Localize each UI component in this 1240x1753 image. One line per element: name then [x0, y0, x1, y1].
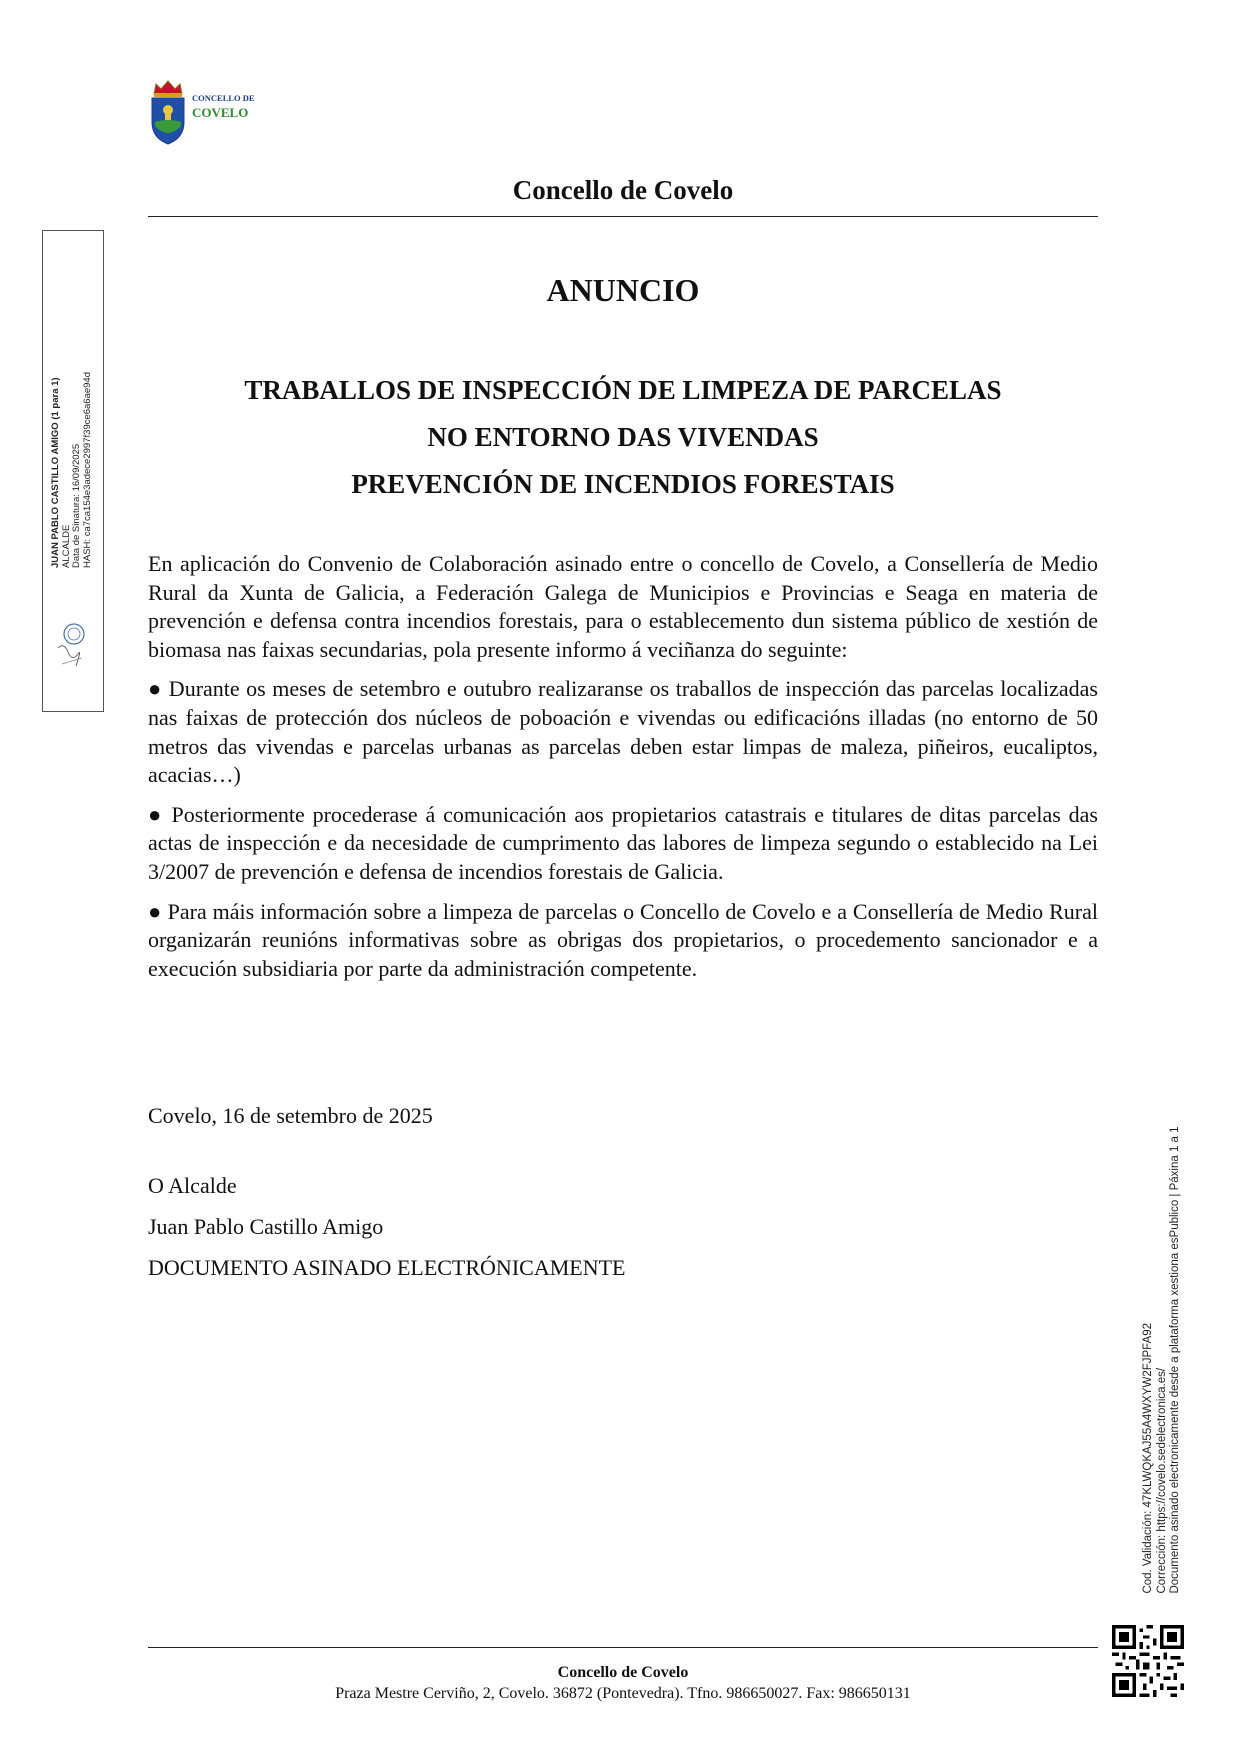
concello-logo: [148, 78, 268, 148]
signature-block: [148, 1102, 625, 1295]
footer-address: Praza Mestre Cerviño, 2, Covelo. 36872 (Pontevedra). Tfno. 986650027. Fax: 986650131: [335, 1685, 911, 1702]
logo-text: [192, 94, 255, 119]
validation-info: Documento asinado electronicamente desde a plataforma xestiona esPublico | Páxina 1 a 1: [1168, 1126, 1181, 1594]
subtitle-line-1: TRABALLOS DE INSPECCIÓN DE LIMPEZA DE PARCELAS: [244, 375, 1002, 405]
stamp-signer-name: JUAN PABLO CASTILLO AMIGO (1 para 1): [50, 377, 61, 568]
page-header-org: Concello de Covelo: [512, 175, 734, 205]
stamp-sign-date: Data de Sinatura: 16/09/2025: [71, 443, 82, 568]
subtitle-line-2: NO ENTORNO DAS VIVENDAS: [427, 422, 819, 452]
bullet-paragraph: ● Para máis información sobre a limpeza de parcelas o Concello de Covelo e a Consellería de Medio Rural organizarán reunións informativas sobre as obrigas dos propietarios, o procedemento sancionador e a execución subsidiaria por parte da administración competente.: [148, 898, 1098, 981]
bullet-paragraph: ● Durante os meses de setembro e outubro realizaranse os traballos de inspección das parcelas localizadas nas faixas de protección dos núcleos de poboación e vivendas ou edificacións illadas (no entorno de 50 metros das vivendas e parcelas urbanas as parcelas deben estar limpas de maleza, piñeiros, eucaliptos, acacias…): [148, 676, 1098, 788]
footer-rule: [148, 1647, 1098, 1648]
footer-org: Concello de Covelo: [557, 1664, 689, 1681]
intro-paragraph: En aplicación do Convenio de Colaboración asinado entre o concello de Covelo, a Consellería de Medio Rural da Xunta de Galicia, a Federación Galega de Municipios e Provincias e Seaga en materia de prevención e defensa contra incendios forestais, para o establecemento dun sistema público de xestión de biomasa nas faixas secundarias, pola presente informo á veciñanza do seguinte:: [148, 551, 1098, 662]
signature-stamp-text: [51, 372, 93, 568]
page-title: ANUNCIO: [546, 272, 700, 308]
logo-line1: CONCELLO DE: [192, 93, 255, 103]
subtitle-line-3: PREVENCIÓN DE INCENDIOS FORESTAIS: [351, 469, 895, 499]
header-rule: [148, 216, 1098, 217]
coat-of-arms-icon: [148, 78, 188, 148]
signer-role: O Alcalde: [148, 1173, 237, 1198]
signed-note: DOCUMENTO ASINADO ELECTRÓNICAMENTE: [148, 1255, 626, 1280]
place-date: Covelo, 16 de setembro de 2025: [148, 1103, 433, 1128]
subtitle-block: [148, 367, 1098, 508]
stamp-hash: HASH: ca7ca154e3adece2997f39ce6a6ae94d: [81, 372, 93, 568]
validation-url[interactable]: Corrección: https://covelo.sedelectronica.es/: [1155, 1367, 1168, 1594]
bullet-paragraph: ● Posteriormente procederase á comunicación aos propietarios catastrais e titulares de ditas parcelas das actas de inspección e da necesidade de cumprimento das labores de limpeza segundo o establecido na Lei 3/2007 de prevención e defensa de incendios forestais de Galicia.: [148, 801, 1098, 884]
validation-code: Cod. Validación: 47KLWQKAJ55A4WXYW2FJPFA92: [1141, 1322, 1154, 1594]
logo-line2: COVELO: [192, 104, 249, 120]
signature-seal-icon: [52, 618, 92, 672]
body-text: [148, 550, 1098, 994]
signer-name: Juan Pablo Castillo Amigo: [148, 1214, 384, 1239]
stamp-signer-role: ALCALDE: [60, 524, 72, 568]
page-footer: [148, 1662, 1098, 1704]
validation-text: [1142, 1126, 1183, 1593]
qr-code-icon: [1112, 1625, 1184, 1697]
